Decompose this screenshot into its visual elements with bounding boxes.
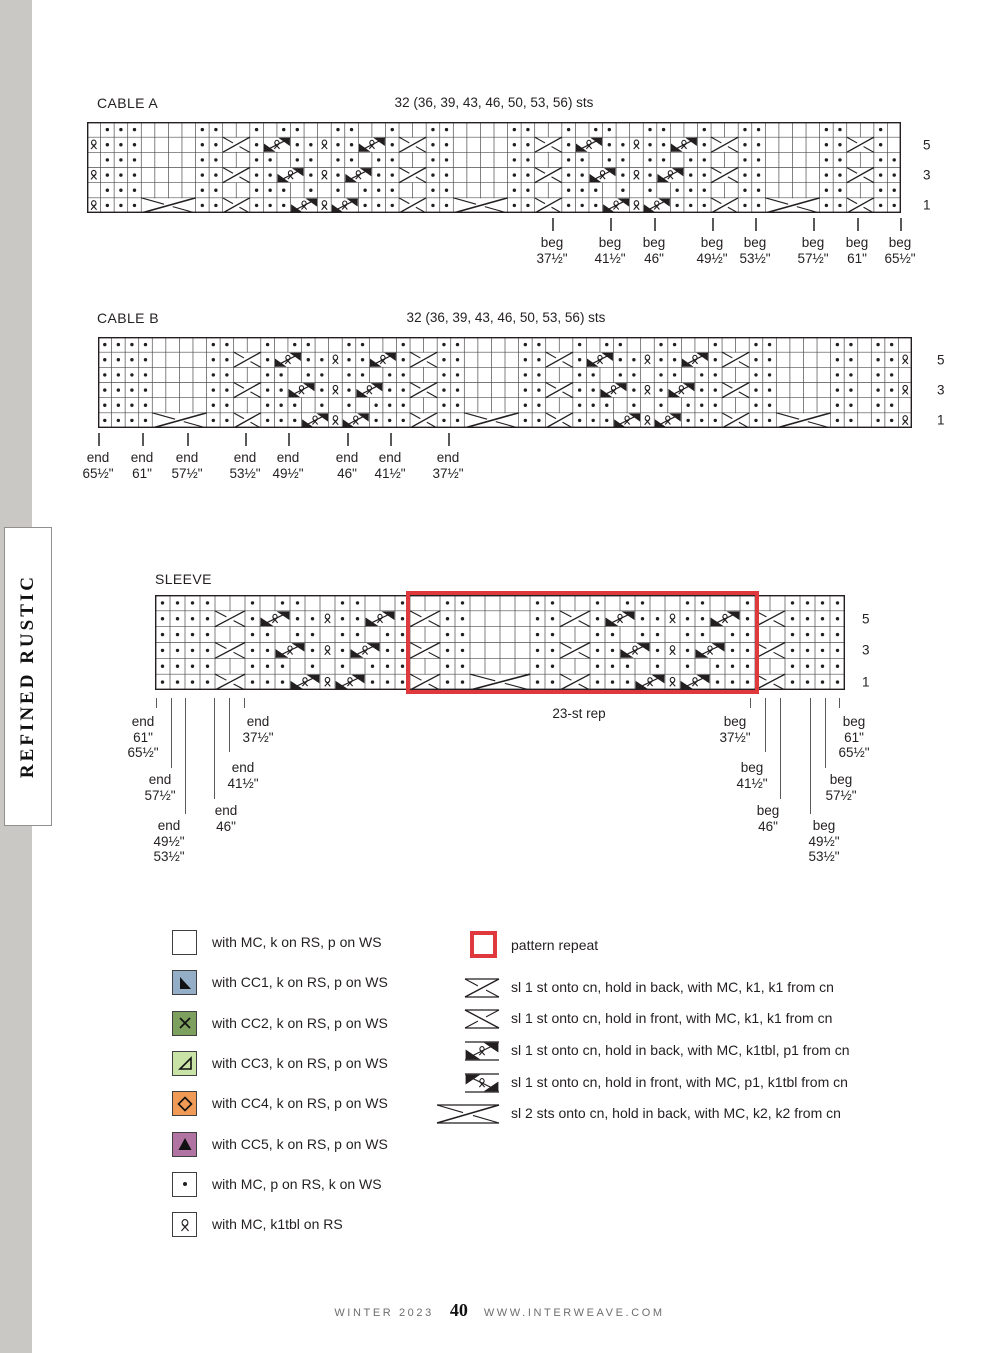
size-word: beg (888, 235, 912, 250)
legend-swatch-filled-triangle (172, 1132, 197, 1157)
row-number: 1 (862, 674, 870, 690)
size-label (808, 818, 839, 865)
size-label (82, 450, 113, 481)
size-line: beg (842, 714, 866, 729)
legend-label: sl 2 sts onto cn, hold in back, with MC, k2, k2 from cn (511, 1105, 841, 1121)
size-value: 37½" (432, 465, 464, 481)
legend-label: with MC, k1tbl on RS (212, 1216, 343, 1233)
legend-symbol-cable4-back (436, 1104, 500, 1124)
legend-label: with MC, k on RS, p on WS (212, 934, 382, 950)
pattern-repeat-swatch (470, 931, 497, 958)
size-line: 41½" (736, 775, 768, 791)
size-line: beg (829, 772, 853, 787)
legend-swatch-x (172, 1011, 197, 1036)
pattern-repeat-box (406, 591, 759, 694)
size-line: 46" (216, 818, 236, 834)
legend-swatch-corner-triangle (172, 970, 197, 995)
size-label (797, 235, 828, 266)
size-line: 53½" (808, 849, 840, 865)
size-tick (448, 433, 450, 446)
size-value: 49½" (272, 465, 304, 481)
size-tick (142, 433, 144, 446)
row-number: 3 (937, 382, 945, 398)
size-tick (755, 218, 757, 231)
size-line: 53½" (153, 849, 185, 865)
size-value: 53½" (739, 250, 771, 266)
legend-swatch-open-triangle (172, 1051, 197, 1076)
row-number: 5 (923, 137, 931, 153)
size-word: beg (743, 235, 767, 250)
footer-page-number: 40 (449, 1300, 468, 1320)
size-label (227, 760, 258, 791)
size-word: beg (700, 235, 724, 250)
size-line: 37½" (242, 729, 274, 745)
size-line: end (214, 803, 238, 818)
size-tick (712, 218, 714, 231)
size-label (736, 760, 767, 791)
size-tick (98, 433, 100, 446)
size-line: beg (756, 803, 780, 818)
size-word: end (436, 450, 460, 465)
size-label (643, 235, 666, 266)
size-tick (610, 218, 612, 231)
legend-symbol-cable2-front (464, 1009, 500, 1029)
size-line: beg (723, 714, 747, 729)
size-word: end (175, 450, 199, 465)
cable-a-chart-grid (87, 122, 901, 213)
legend-label: sl 1 st onto cn, hold in back, with MC, k1tbl, p1 from cn (511, 1042, 850, 1058)
size-tick (813, 218, 815, 231)
legend-label: with CC3, k on RS, p on WS (212, 1054, 388, 1071)
size-word: end (233, 450, 257, 465)
size-leader-line (750, 698, 751, 708)
size-leader-line (825, 698, 826, 768)
legend-label: with CC4, k on RS, p on WS (212, 1095, 388, 1112)
size-line: 65½" (838, 745, 870, 761)
size-word: end (378, 450, 402, 465)
size-line: 49½" (808, 833, 840, 849)
size-label (272, 450, 303, 481)
size-label (757, 803, 780, 834)
legend-symbol-cable2-back (464, 978, 500, 998)
size-label (131, 450, 154, 481)
legend-label: sl 1 st onto cn, hold in back, with MC, k1, k1 from cn (511, 979, 834, 995)
size-line: end (157, 818, 181, 833)
legend-label: with MC, p on RS, k on WS (212, 1175, 382, 1192)
spine-title: REFINED RUSTIC (17, 574, 38, 779)
size-line: 65½" (127, 745, 159, 761)
repeat-label: 23-st rep (552, 706, 606, 721)
size-line: 61" (844, 729, 864, 745)
size-word: beg (845, 235, 869, 250)
size-label (153, 818, 184, 865)
size-label (127, 714, 158, 761)
sleeve-title: SLEEVE (155, 571, 212, 587)
legend-label: with CC1, k on RS, p on WS (212, 974, 388, 991)
size-word: beg (642, 235, 666, 250)
size-tick (857, 218, 859, 231)
size-leader-line (780, 698, 781, 799)
size-word: beg (598, 235, 622, 250)
size-line: 57½" (144, 787, 176, 803)
size-line: end (246, 714, 270, 729)
size-value: 61" (132, 465, 152, 481)
size-label (144, 772, 175, 803)
legend-swatch-dot (172, 1172, 197, 1197)
size-tick (347, 433, 349, 446)
size-word: end (86, 450, 110, 465)
size-leader-line (244, 698, 245, 708)
size-value: 41½" (594, 250, 626, 266)
size-line: beg (812, 818, 836, 833)
size-tick (187, 433, 189, 446)
row-number: 3 (862, 642, 870, 658)
size-leader-line (214, 698, 215, 799)
size-label (594, 235, 625, 266)
size-leader-line (185, 698, 186, 814)
size-line: 46" (758, 818, 778, 834)
footer-season: WINTER 2023 (334, 1307, 434, 1319)
size-word: beg (540, 235, 564, 250)
cable-a-stitch-count: 32 (36, 39, 43, 46, 50, 53, 56) sts (394, 95, 594, 110)
cable-b-chart-grid (98, 337, 912, 428)
size-label (825, 772, 856, 803)
footer-website: WWW.INTERWEAVE.COM (483, 1307, 665, 1319)
size-value: 46" (337, 465, 357, 481)
size-leader-line (171, 698, 172, 768)
cable-a-title: CABLE A (97, 95, 159, 111)
row-number: 3 (923, 167, 931, 183)
cable-b-title: CABLE B (97, 310, 159, 326)
size-leader-line (810, 698, 811, 814)
size-label (171, 450, 202, 481)
size-line: end (131, 714, 155, 729)
size-line: end (148, 772, 172, 787)
size-leader-line (839, 698, 840, 708)
size-value: 65½" (82, 465, 114, 481)
legend-label: sl 1 st onto cn, hold in front, with MC, p1, k1tbl from cn (511, 1074, 848, 1090)
size-word: end (276, 450, 300, 465)
legend-swatch-open-diamond (172, 1091, 197, 1116)
size-line: 57½" (825, 787, 857, 803)
size-leader-line (229, 698, 230, 752)
size-label (432, 450, 463, 481)
row-number: 1 (937, 412, 945, 428)
size-label (739, 235, 770, 266)
size-line: 49½" (153, 833, 185, 849)
size-tick (552, 218, 554, 231)
legend-swatch-none (172, 930, 197, 955)
legend-swatch-loop (172, 1212, 197, 1237)
size-label (884, 235, 915, 266)
legend-symbol-twist2-back (464, 1041, 500, 1061)
row-number: 1 (923, 197, 931, 213)
size-line: 41½" (227, 775, 259, 791)
size-label (229, 450, 260, 481)
size-word: beg (801, 235, 825, 250)
size-value: 46" (644, 250, 664, 266)
size-word: end (130, 450, 154, 465)
size-line: 37½" (719, 729, 751, 745)
size-value: 41½" (374, 465, 406, 481)
size-line: 61" (133, 729, 153, 745)
size-value: 49½" (696, 250, 728, 266)
size-label (536, 235, 567, 266)
size-label (846, 235, 869, 266)
size-value: 61" (847, 250, 867, 266)
size-line: beg (740, 760, 764, 775)
legend-symbol-twist2-front (464, 1073, 500, 1093)
legend-label: with CC2, k on RS, p on WS (212, 1014, 388, 1031)
size-label (242, 714, 273, 745)
page-footer (0, 1300, 999, 1321)
size-leader-line (156, 698, 157, 708)
size-tick (288, 433, 290, 446)
size-word: end (335, 450, 359, 465)
row-number: 5 (937, 352, 945, 368)
size-line: end (231, 760, 255, 775)
size-tick (245, 433, 247, 446)
size-tick (654, 218, 656, 231)
legend-label: with CC5, k on RS, p on WS (212, 1135, 388, 1152)
size-label (838, 714, 869, 761)
size-value: 65½" (884, 250, 916, 266)
size-value: 57½" (797, 250, 829, 266)
size-value: 57½" (171, 465, 203, 481)
size-label (696, 235, 727, 266)
size-label (719, 714, 750, 745)
size-value: 37½" (536, 250, 568, 266)
legend-label: sl 1 st onto cn, hold in front, with MC, k1, k1 from cn (511, 1010, 833, 1026)
size-label (215, 803, 238, 834)
size-label (336, 450, 359, 481)
size-tick (390, 433, 392, 446)
size-tick (900, 218, 902, 231)
size-value: 53½" (229, 465, 261, 481)
legend-label: pattern repeat (511, 937, 599, 953)
row-number: 5 (862, 611, 870, 627)
cable-b-stitch-count: 32 (36, 39, 43, 46, 50, 53, 56) sts (406, 310, 606, 325)
size-leader-line (765, 698, 766, 752)
size-label (374, 450, 405, 481)
magazine-spine (4, 527, 52, 826)
